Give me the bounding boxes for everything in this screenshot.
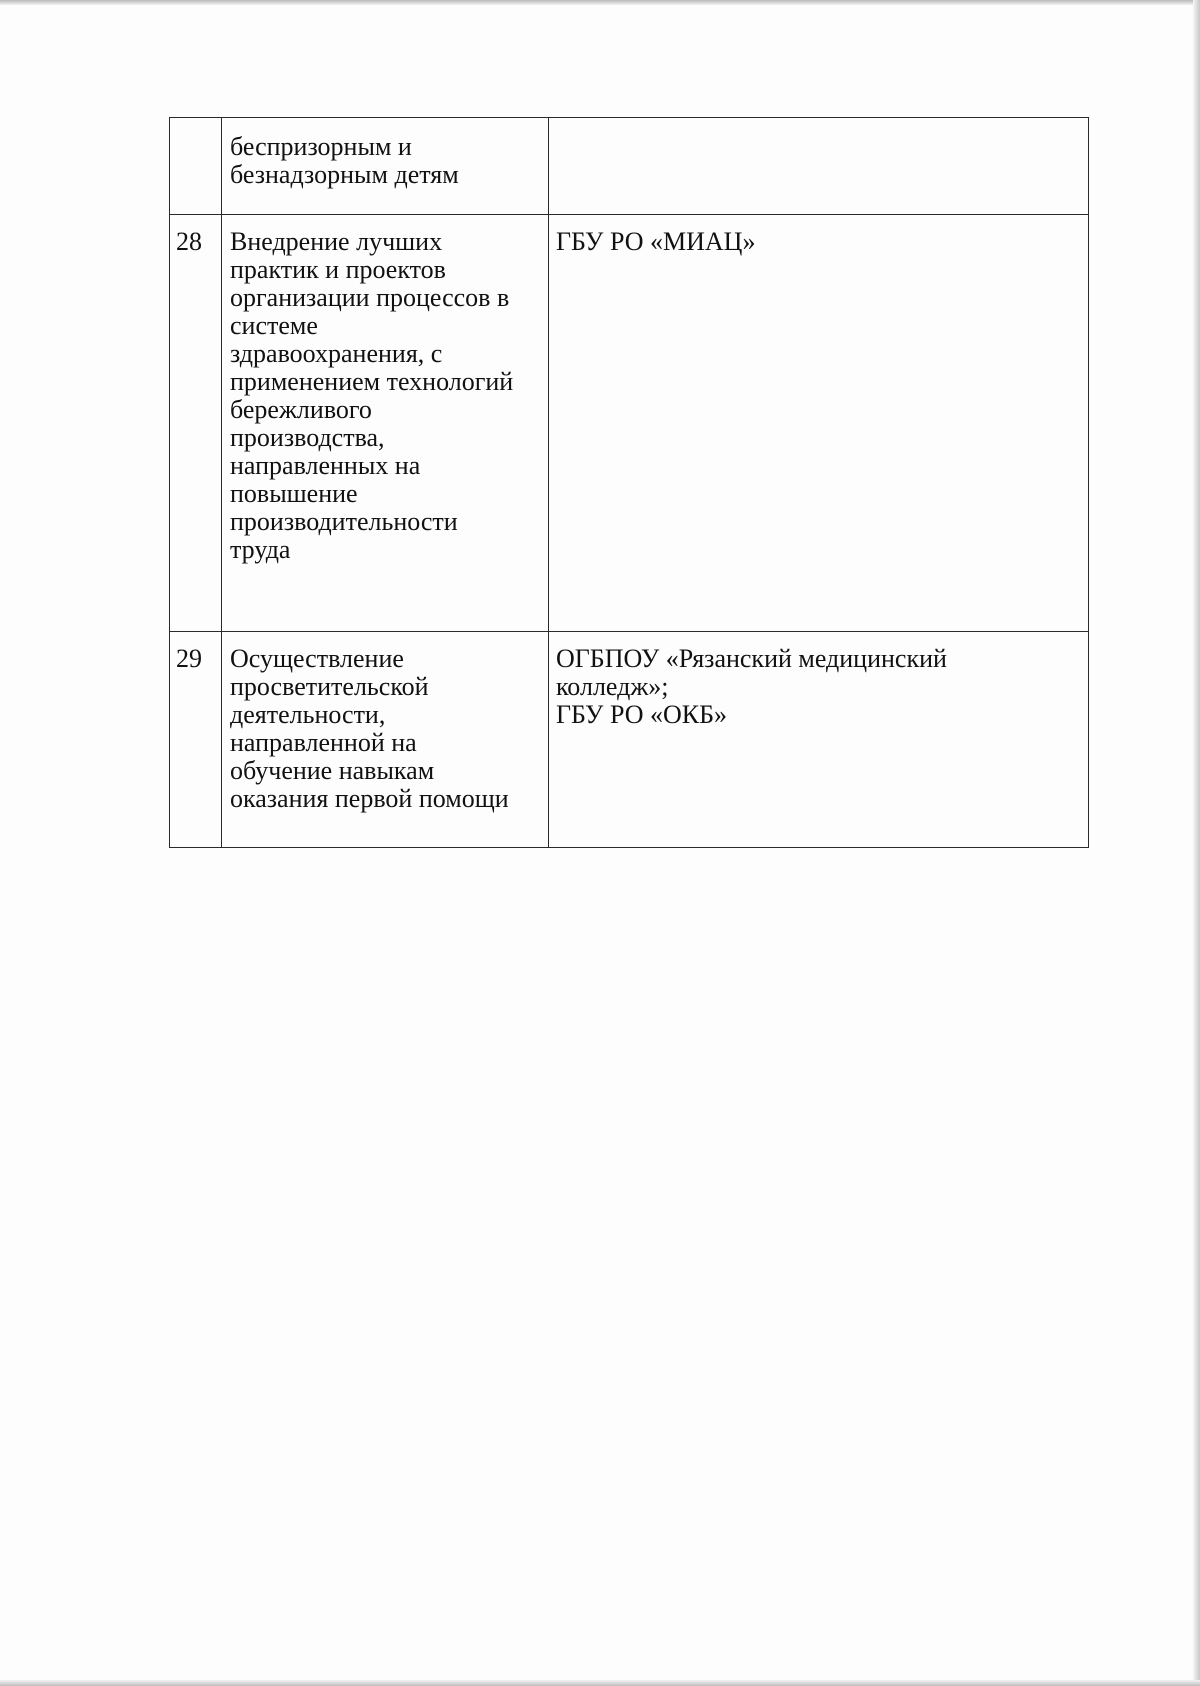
- description-line: Внедрение лучших: [230, 227, 443, 256]
- description-line: обучение навыкам: [230, 756, 435, 785]
- description-line: деятельности,: [230, 700, 386, 729]
- table-row: [170, 632, 1089, 848]
- description-line: безнадзорным детям: [230, 160, 459, 189]
- row-number-cell: [170, 215, 222, 632]
- scan-edge-top: [0, 0, 1200, 5]
- description-line: бережливого: [230, 395, 372, 424]
- description-line: применением технологий: [230, 367, 514, 396]
- description-line: организации процессов в: [230, 283, 510, 312]
- row-number: 28: [176, 227, 202, 256]
- organization-line: колледж»;: [556, 672, 669, 701]
- description-line: производства,: [230, 423, 385, 452]
- row-number: 29: [176, 644, 202, 673]
- description-line: оказания первой помощи: [230, 784, 509, 813]
- description-line: Осуществление: [230, 644, 404, 673]
- organization-cell: [549, 215, 1089, 632]
- table-row: [170, 118, 1089, 215]
- description-line: просветительской: [230, 672, 429, 701]
- description-line: системе: [230, 311, 318, 340]
- description-line: труда: [230, 535, 291, 564]
- organization-cell: [549, 118, 1089, 215]
- organization-line: ГБУ РО «ОКБ»: [556, 700, 728, 729]
- description-line: здравоохранения, с: [230, 339, 443, 368]
- table-row: [170, 215, 1089, 632]
- row-number-cell: [170, 118, 222, 215]
- description-line: направленной на: [230, 728, 417, 757]
- description-line: беспризорным и: [230, 132, 412, 161]
- description-line: направленных на: [230, 451, 421, 480]
- description-line: повышение: [230, 479, 358, 508]
- scan-edge-bottom: [0, 1680, 1200, 1686]
- description-line: производительности: [230, 507, 458, 536]
- measures-table: [169, 117, 1089, 848]
- organization-line: ГБУ РО «МИАЦ»: [556, 227, 756, 256]
- scan-edge-right: [1193, 0, 1200, 1686]
- description-cell: [222, 632, 549, 848]
- row-number-cell: [170, 632, 222, 848]
- description-line: практик и проектов: [230, 255, 446, 284]
- description-cell: [222, 118, 549, 215]
- organization-line: ОГБПОУ «Рязанский медицинский: [556, 644, 947, 673]
- description-cell: [222, 215, 549, 632]
- organization-cell: [549, 632, 1089, 848]
